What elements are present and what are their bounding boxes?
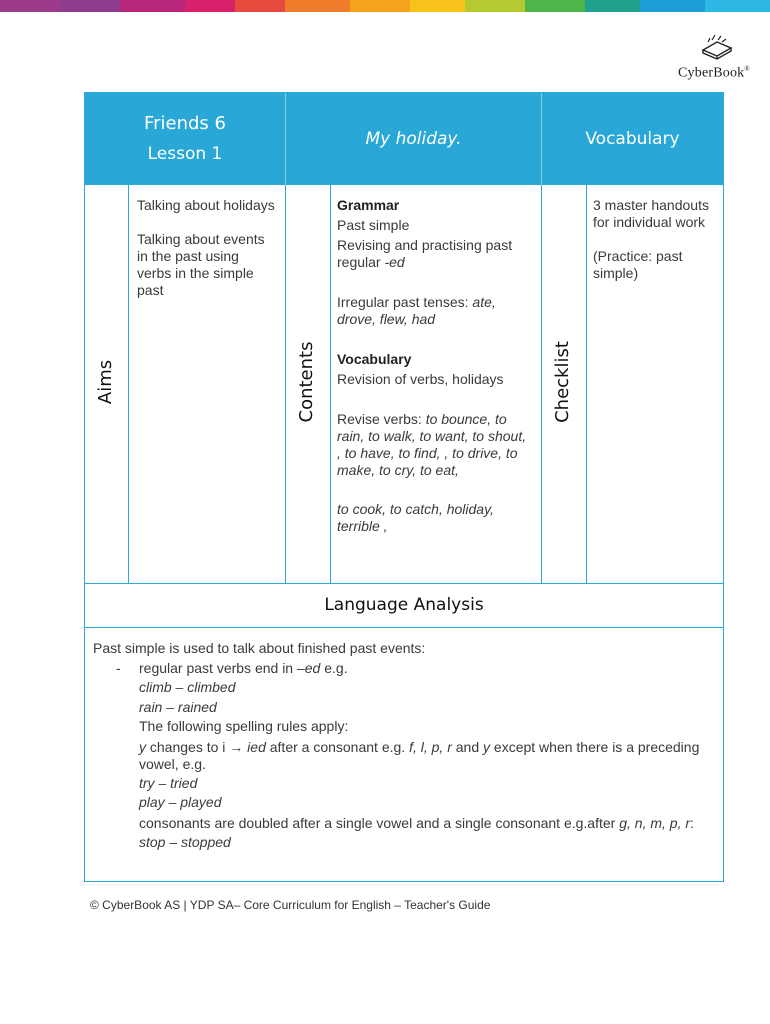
focus-cell: [542, 93, 723, 185]
row-divider: [85, 627, 723, 628]
stripe-segment: [0, 0, 60, 12]
spelling-rules-heading: The following spelling rules apply:: [139, 718, 349, 734]
analysis-example: play – played: [139, 794, 222, 810]
analysis-example: rain – rained: [139, 698, 217, 715]
stripe-segment: [285, 0, 350, 12]
stripe-segment: [640, 0, 705, 12]
analysis-example: stop – stopped: [139, 833, 231, 850]
stripe-segment: [185, 0, 235, 12]
stripe-segment: [350, 0, 410, 12]
lesson-plan-table: [84, 92, 724, 882]
vocabulary-heading: Vocabulary: [337, 351, 412, 367]
lesson-title-cell: [85, 93, 285, 185]
grammar-heading: Grammar: [337, 197, 400, 213]
stripe-segment: [120, 0, 185, 12]
analysis-bullet: - regular past verbs end in –ed e.g.: [116, 659, 348, 676]
arrow-icon: →: [229, 738, 244, 755]
vocabulary-line: Revision of verbs, holidays: [337, 371, 504, 387]
stripe-segment: [705, 0, 770, 12]
grammar-line: Past simple: [337, 217, 410, 233]
page-footer: © CyberBook AS | YDP SA– Core Curriculum for English – Teacher's Guide: [90, 898, 491, 912]
stripe-segment: [525, 0, 585, 12]
checklist-items: [593, 197, 717, 282]
analysis-intro: Past simple is used to talk about finished past events:: [93, 640, 426, 656]
column-divider: [128, 185, 129, 583]
irregular-line: Irregular past tenses: ate, drove, flew, had: [337, 294, 496, 327]
analysis-example: climb – climbed: [139, 679, 236, 695]
spelling-rule: consonants are doubled after a single vowel and a single consonant e.g.after g, n, m, p, r:: [139, 814, 694, 831]
book-icon: [700, 34, 734, 64]
logo-text: CyberBook®: [678, 65, 750, 81]
grammar-line: Revising and practising past regular -ed: [337, 237, 513, 270]
language-analysis-title: Language Analysis: [324, 595, 484, 615]
stripe-segment: [585, 0, 640, 12]
cyberbook-logo: [678, 34, 764, 86]
checklist-item: 3 master handouts for individual work: [593, 197, 709, 230]
stripe-segment: [60, 0, 120, 12]
checklist-label: Checklist: [552, 341, 573, 423]
lesson-focus: Vocabulary: [585, 129, 680, 149]
topic-cell: [286, 93, 541, 185]
aims-list: [137, 197, 277, 299]
stripe-segment: [410, 0, 465, 12]
lesson-topic: My holiday.: [365, 129, 462, 149]
contents-label: Contents: [296, 341, 317, 423]
course-title: Friends 6: [144, 113, 226, 134]
lesson-header: [85, 93, 723, 185]
stripe-segment: [465, 0, 525, 12]
lesson-number: Lesson 1: [147, 144, 223, 164]
color-stripe: [0, 0, 770, 12]
contents-list: [337, 197, 533, 535]
column-divider: [285, 185, 286, 583]
aim-item: Talking about events in the past using verbs in the simple past: [137, 231, 265, 298]
column-divider: [586, 185, 587, 583]
language-analysis-body: [93, 639, 713, 852]
extra-vocab-line: to cook, to catch, holiday, terrible ,: [337, 501, 494, 534]
revise-verbs-line: Revise verbs: to bounce, to rain, to walk, to want, to shout, , to have, to find, , to drive, to make, to cry, to eat,: [337, 411, 527, 478]
column-divider: [541, 185, 542, 583]
analysis-example: try – tried: [139, 774, 198, 791]
aim-item: Talking about holidays: [137, 197, 275, 213]
stripe-segment: [235, 0, 285, 12]
aims-label: Aims: [95, 359, 116, 405]
column-divider: [330, 185, 331, 583]
checklist-item: (Practice: past simple): [593, 248, 683, 281]
spelling-rule: y changes to i → ied after a consonant e.g. f, l, p, r and y except when there is a preceding vowel, e.g.: [139, 738, 700, 772]
